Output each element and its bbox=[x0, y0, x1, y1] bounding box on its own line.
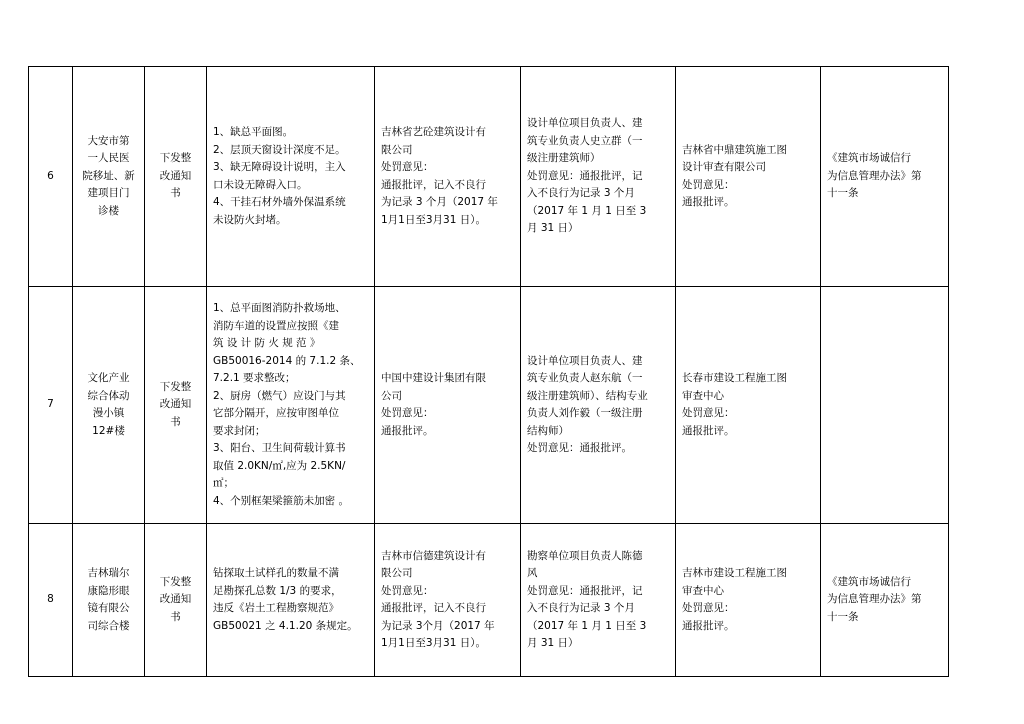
responsible-persons-line: 处罚意见：通报批评，记 bbox=[527, 584, 643, 597]
design-unit-line: 吉林市信德建筑设计有 bbox=[381, 549, 486, 562]
review-agency-line: 审查中心 bbox=[682, 389, 724, 402]
design-unit-line: 通报批评。 bbox=[381, 424, 434, 437]
design-unit-line: 通报批评，记入不良行 bbox=[381, 602, 486, 614]
project-name-line: 镜有限公 bbox=[87, 602, 130, 614]
design-unit-line: 限公司 bbox=[381, 143, 413, 156]
project-name-line: 吉林瑞尔 bbox=[87, 567, 130, 579]
review-agency-cell bbox=[676, 67, 821, 287]
design-unit-cell bbox=[375, 524, 521, 677]
review-agency-line: 通报批评。 bbox=[682, 196, 735, 208]
issues-list-line: 3、阳台、卫生间荷载计算书 bbox=[213, 442, 346, 454]
project-name-cell bbox=[73, 67, 145, 287]
action-taken-line: 下发整 bbox=[159, 575, 192, 588]
project-name-line: 综合体动 bbox=[87, 389, 130, 402]
issues-list-line: 筑 设 计 防 火 规 范 》 bbox=[213, 337, 321, 349]
issues-list-cell bbox=[207, 67, 375, 287]
issues-list-line: GB50021 之 4.1.20 条规定。 bbox=[213, 619, 358, 632]
review-agency-cell bbox=[676, 524, 821, 677]
design-unit-cell bbox=[375, 67, 521, 287]
project-name-cell bbox=[73, 287, 145, 524]
action-taken-line: 改通知 bbox=[159, 593, 192, 606]
issues-list-line: 3、缺无障碍设计说明，主入 bbox=[213, 161, 346, 173]
legal-basis-line: 《建筑市场诚信行 bbox=[827, 575, 911, 588]
responsible-persons-line: 负责人刘作毅（一级注册 bbox=[527, 407, 643, 419]
responsible-persons-line: 级注册建筑师）、结构专业 bbox=[527, 389, 648, 402]
responsible-persons-line: 入不良行为记录 3 个月 bbox=[527, 602, 635, 614]
project-name-line: 建项目门 bbox=[87, 187, 130, 200]
issues-list-line: 1、缺总平面图。 bbox=[213, 126, 294, 138]
project-name-line: 司综合楼 bbox=[87, 619, 130, 632]
action-taken-line: 书 bbox=[170, 415, 181, 428]
review-agency-line: 设计审查有限公司 bbox=[682, 161, 766, 173]
issues-list-line: ㎡； bbox=[213, 477, 234, 489]
issues-list-line: 2、厨房（燃气）应设门与其 bbox=[213, 389, 346, 402]
design-unit-line: 处罚意见： bbox=[381, 584, 434, 597]
legal-basis-cell bbox=[821, 287, 949, 524]
action-taken-line: 下发整 bbox=[159, 380, 192, 393]
issues-list-line: 7.2.1 要求整改； bbox=[213, 372, 296, 384]
action-taken-cell bbox=[145, 67, 207, 287]
responsible-persons-line: 入不良行为记录 3 个月 bbox=[527, 187, 635, 200]
project-name-line: 大安市第 bbox=[87, 134, 130, 147]
review-agency-line: 处罚意见： bbox=[682, 178, 735, 191]
table-row bbox=[29, 524, 949, 677]
legal-basis-line: 十一条 bbox=[827, 610, 859, 623]
row-number-cell: 7 bbox=[29, 287, 73, 524]
review-agency-line: 长春市建设工程施工图 bbox=[682, 372, 787, 384]
issues-list-line: 钻探取土试样孔的数量不满 bbox=[213, 567, 339, 579]
review-agency-line: 审查中心 bbox=[682, 584, 724, 597]
responsible-persons-line: 处罚意见：通报批评，记 bbox=[527, 169, 643, 182]
issues-list-line: GB50016-2014 的 7.1.2 条、 bbox=[213, 354, 361, 367]
review-agency-line: 通报批评。 bbox=[682, 424, 735, 437]
issues-list-line: 口未设无障碍入口。 bbox=[213, 178, 308, 191]
design-unit-line: 吉林省艺砼建筑设计有 bbox=[381, 126, 486, 138]
issues-list-line: 取值 2.0KN/㎡,应为 2.5KN/ bbox=[213, 459, 346, 472]
responsible-persons-line: 风 bbox=[527, 567, 538, 579]
issues-list-line: 它部分隔开，应按审图单位 bbox=[213, 407, 339, 419]
issues-list-cell bbox=[207, 524, 375, 677]
action-taken-line: 书 bbox=[170, 187, 181, 200]
table-row bbox=[29, 67, 949, 287]
legal-basis-line: 为信息管理办法》第 bbox=[827, 593, 922, 606]
responsible-persons-cell bbox=[521, 524, 676, 677]
design-unit-line: 1月1日至3月31 日）。 bbox=[381, 637, 486, 649]
row-number-cell: 6 bbox=[29, 67, 73, 287]
issues-list-cell bbox=[207, 287, 375, 524]
responsible-persons-line: 处罚意见：通报批评。 bbox=[527, 442, 632, 454]
issues-list-line: 1、总平面图消防扑救场地、 bbox=[213, 302, 346, 314]
issues-list-line: 消防车道的设置应按照《建 bbox=[213, 319, 339, 332]
action-taken-line: 改通知 bbox=[159, 398, 192, 411]
design-unit-line: 为记录 3个月（2017 年 bbox=[381, 619, 495, 632]
legal-basis-cell bbox=[821, 524, 949, 677]
design-unit-line: 公司 bbox=[381, 389, 402, 402]
action-taken-line: 书 bbox=[170, 610, 181, 623]
issues-list-line: 2、层顶天窗设计深度不足。 bbox=[213, 143, 346, 156]
responsible-persons-line: 月 31 日） bbox=[527, 222, 579, 235]
action-taken-cell bbox=[145, 524, 207, 677]
responsible-persons-line: （2017 年 1 月 1 日至 3 bbox=[527, 619, 647, 632]
project-name-cell bbox=[73, 524, 145, 677]
legal-basis-line: 《建筑市场诚信行 bbox=[827, 152, 911, 165]
design-unit-line: 为记录 3 个月（2017 年 bbox=[381, 196, 498, 208]
project-name-line: 漫小镇 bbox=[92, 407, 125, 419]
review-agency-cell bbox=[676, 287, 821, 524]
review-agency-line: 吉林市建设工程施工图 bbox=[682, 567, 787, 579]
responsible-persons-line: 月 31 日） bbox=[527, 637, 579, 649]
project-name-line: 文化产业 bbox=[87, 372, 130, 384]
design-unit-cell bbox=[375, 287, 521, 524]
legal-basis-line: 十一条 bbox=[827, 187, 859, 200]
responsible-persons-line: （2017 年 1 月 1 日至 3 bbox=[527, 204, 647, 217]
table-row bbox=[29, 287, 949, 524]
issues-list-line: 4、干挂石材外墙外保温系统 bbox=[213, 196, 346, 208]
design-unit-line: 限公司 bbox=[381, 567, 413, 579]
legal-basis-cell bbox=[821, 67, 949, 287]
review-agency-line: 通报批评。 bbox=[682, 619, 735, 632]
design-unit-line: 1月1日至3月31 日）。 bbox=[381, 213, 486, 226]
action-taken-cell bbox=[145, 287, 207, 524]
review-agency-line: 吉林省中鼎建筑施工图 bbox=[682, 143, 787, 156]
issues-list-line: 4、个别框架梁箍筋未加密 。 bbox=[213, 494, 350, 507]
issues-list-line: 要求封闭； bbox=[213, 424, 266, 437]
action-taken-line: 改通知 bbox=[159, 169, 192, 182]
responsible-persons-line: 筑专业负责人史立群（一 bbox=[527, 134, 643, 147]
row-number-cell: 8 bbox=[29, 524, 73, 677]
review-agency-line: 处罚意见： bbox=[682, 602, 735, 614]
issues-list-line: 未设防火封堵。 bbox=[213, 213, 287, 226]
issues-list-line: 足勘探孔总数 1/3 的要求， bbox=[213, 584, 342, 597]
review-agency-line: 处罚意见： bbox=[682, 407, 735, 419]
project-name-line: 12#楼 bbox=[92, 424, 125, 437]
project-name-line: 康隐形眼 bbox=[87, 584, 130, 597]
responsible-persons-cell bbox=[521, 67, 676, 287]
penalty-table bbox=[28, 66, 949, 677]
responsible-persons-line: 级注册建筑师） bbox=[527, 152, 601, 165]
responsible-persons-cell bbox=[521, 287, 676, 524]
responsible-persons-line: 筑专业负责人赵东航（一 bbox=[527, 372, 643, 384]
responsible-persons-line: 勘察单位项目负责人陈德 bbox=[527, 549, 643, 562]
project-name-line: 诊楼 bbox=[98, 204, 119, 217]
responsible-persons-line: 设计单位项目负责人、建 bbox=[527, 354, 643, 367]
project-name-line: 一人民医 bbox=[87, 152, 130, 165]
design-unit-line: 处罚意见： bbox=[381, 161, 434, 173]
responsible-persons-line: 设计单位项目负责人、建 bbox=[527, 117, 643, 130]
project-name-line: 院移址、新 bbox=[82, 169, 135, 182]
action-taken-line: 下发整 bbox=[159, 152, 192, 165]
design-unit-line: 中国中建设计集团有限 bbox=[381, 372, 486, 384]
legal-basis-line: 为信息管理办法》第 bbox=[827, 169, 922, 182]
design-unit-line: 处罚意见： bbox=[381, 407, 434, 419]
design-unit-line: 通报批评，记入不良行 bbox=[381, 178, 486, 191]
responsible-persons-line: 结构师） bbox=[527, 424, 569, 437]
issues-list-line: 违反《岩土工程勘察规范》 bbox=[213, 602, 339, 614]
